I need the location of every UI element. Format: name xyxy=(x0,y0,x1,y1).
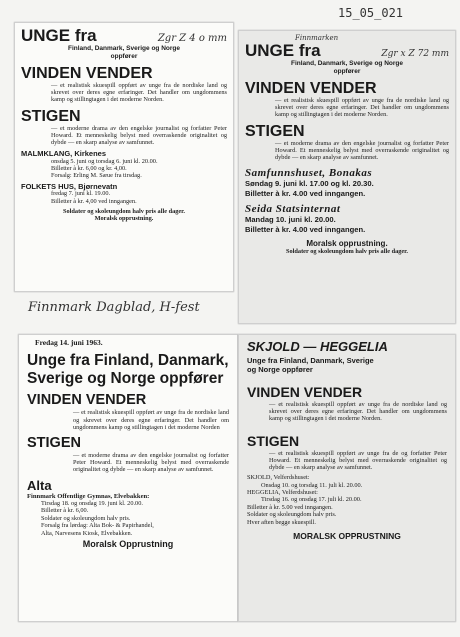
clip2-subtitle: Finland, Danmark, Sverige og Norge oppfører xyxy=(291,60,403,75)
clip2-play2-title: STIGEN xyxy=(245,122,305,140)
clip3-place: Alta xyxy=(27,477,52,493)
clip1-venue2-lines: fredag 7. juni kl. 19.00. Billetter à kr. 4,00 ved inngangen. xyxy=(51,190,137,205)
clip3-handwriting: Finnmark Dagblad, H-fest xyxy=(28,300,200,315)
clip3-footer: Moralsk Opprustning xyxy=(82,539,174,550)
clip3-play2-title: STIGEN xyxy=(27,435,81,452)
clip3-lines: Tirsdag 18. og onsdag 19. juni kl. 20.00. Billetter à kr. 6,00. Soldater og skoleungdom halv pris. Forsalg fra lørdag: Alta Bok- & Papirhandel, Alta, Narvesens Kiosk, Elvebakken. xyxy=(41,500,154,537)
clip1-venue1: MALMKLANG, Kirkenes xyxy=(21,149,107,159)
clip2-venue2-line2: Billetter à kr. 4.00 ved inngangen. xyxy=(245,225,366,235)
clipping-3 xyxy=(18,334,238,622)
clip2-venue2: Seida Statsinternat xyxy=(245,203,341,216)
clip4-lines: SKJOLD, Velferdshuset: Onsdag 10. og torsdag 11. juli kl. 20.00. HEGGELIA, Velferdshuset: Tirsdag 16. og onsdag 17. juli kl. 20.00. Billetter à kr. 5.00 ved inngangen. Soldater og skoleungdom halv pris. Hver aften begge skuespill. xyxy=(247,474,363,526)
clip1-play1-title: VINDEN VENDER xyxy=(21,65,153,82)
clip2-venue2-line1: Mandag 10. juni kl. 20.00. xyxy=(245,215,336,225)
clip1-play2-desc: — et moderne drama av den engelske journalist og forfatter Peter Howard. Et menneskelig belyst med overraskende originalitet og dybde — en skarp analyse av samfunnet. xyxy=(51,124,227,147)
clip4-footer: MORALSK OPPRUSTNING xyxy=(293,531,401,542)
clip1-footer1: Soldater og skoleungdom halv pris alle dager. xyxy=(63,208,185,216)
clip3-dateline: Fredag 14. juni 1963. xyxy=(35,338,103,347)
clip4-title: SKJOLD — HEGGELIA xyxy=(247,339,388,354)
clip2-venue1-line1: Søndag 9. juni kl. 17.00 og kl. 20.30. xyxy=(245,179,374,189)
clip4-play1-title: VINDEN VENDER xyxy=(247,384,363,400)
clip1-play1-desc: — et realistisk skuespill oppført av unge fra de nordiske land og skrevet over deres egne erfaringer. Det handler om ungdommens kamp og stillingtagen i det moderne Norden. xyxy=(51,82,227,104)
clip1-footer2: Moralsk opprustning. xyxy=(94,215,154,223)
date-stamp: 15_05_021 xyxy=(338,6,404,20)
clip3-play1-desc: — et realistisk skuespill oppført av unge fra de nordiske land og skrevet over deres egne erfaringer. Det handler om ungdommens kamp og stillingtagen i det moderne Norden xyxy=(73,409,229,431)
clip3-title: Unge fra Finland, Danmark, Sverige og Norge oppfører xyxy=(27,352,229,388)
clip2-venue1: Samfunnshuset, Bonakas xyxy=(245,167,373,180)
clip3-play2-desc: — et moderne drama av den engelske journalist og forfatter Peter Howard. Et menneskelig belyst med overraskende originalitet og dybde — en skarp analyse av samfunnet. xyxy=(73,452,229,474)
clip2-play2-desc: — et moderne drama av den engelske journalist og forfatter Peter Howard. Et menneskelig belyst med overraskende originalitet og dybde — en skarp analyse av samfunnet. xyxy=(275,139,449,162)
clip1-venue1-lines: onsdag 5. juni og torsdag 6. juni kl. 20.00. Billetter à kr. 6,00 og kr. 4,00. Forsalg: Erling M. Sæue fra tirsdag. xyxy=(51,157,158,180)
clip2-venue1-line2: Billetter à kr. 4.00 ved inngangen. xyxy=(245,189,366,199)
clip2-play1-desc: — et realistisk skuespill oppført av unge fra de nordiske land og skrevet over deres egne erfaringer. Det handler om ungdommens kamp og stillingtagen i det moderne Norden. xyxy=(275,97,449,119)
clip4-play1-desc: — et realistisk skuespill oppført av unge fra de nordiske land og skrevet over deres egne erfaringer. Det handler om ungdommens kamp og stillingtagen i det moderne Norden. xyxy=(269,401,447,423)
clip3-play1-title: VINDEN VENDER xyxy=(27,392,147,409)
clip1-venue2: FOLKETS HUS, Bjørnevatn xyxy=(21,181,118,191)
clipping-4 xyxy=(238,334,456,622)
clip1-play2-title: STIGEN xyxy=(21,107,81,125)
clip1-subtitle: Finland, Danmark, Sverige og Norge oppfører xyxy=(68,45,180,60)
clipping-1 xyxy=(14,22,234,292)
clip2-top-hand: Finnmarken xyxy=(295,34,339,42)
clip1-title: UNGE fra xyxy=(21,26,97,45)
clip4-subtitle: Unge fra Finland, Danmark, Sverige og Norge oppfører xyxy=(247,356,374,374)
clip2-handnote: Zgr x Z 72 mm xyxy=(381,49,449,59)
clip2-footer1: Moralsk opprustning. xyxy=(306,239,388,249)
clip1-handnote: Zgr Z 4 o mm xyxy=(157,33,227,44)
clip3-venue: Finnmark Offentlige Gymnas, Elvebakken: xyxy=(27,492,150,500)
clip2-play1-title: VINDEN VENDER xyxy=(245,80,377,97)
clip4-play2-desc: — et realistisk skuespill oppført av unge fra de og forfatter Peter Howard. Et menneskelig belyst med overraskende originalitet og dybde — en skarp analyse av samfunnet. xyxy=(269,449,447,472)
clip4-play2-title: STIGEN xyxy=(247,432,300,449)
clipping-2 xyxy=(238,30,456,324)
clip2-title: UNGE fra xyxy=(245,41,321,60)
clip2-footer2: Soldater og skoleungdom halv pris alle dager. xyxy=(286,248,408,256)
